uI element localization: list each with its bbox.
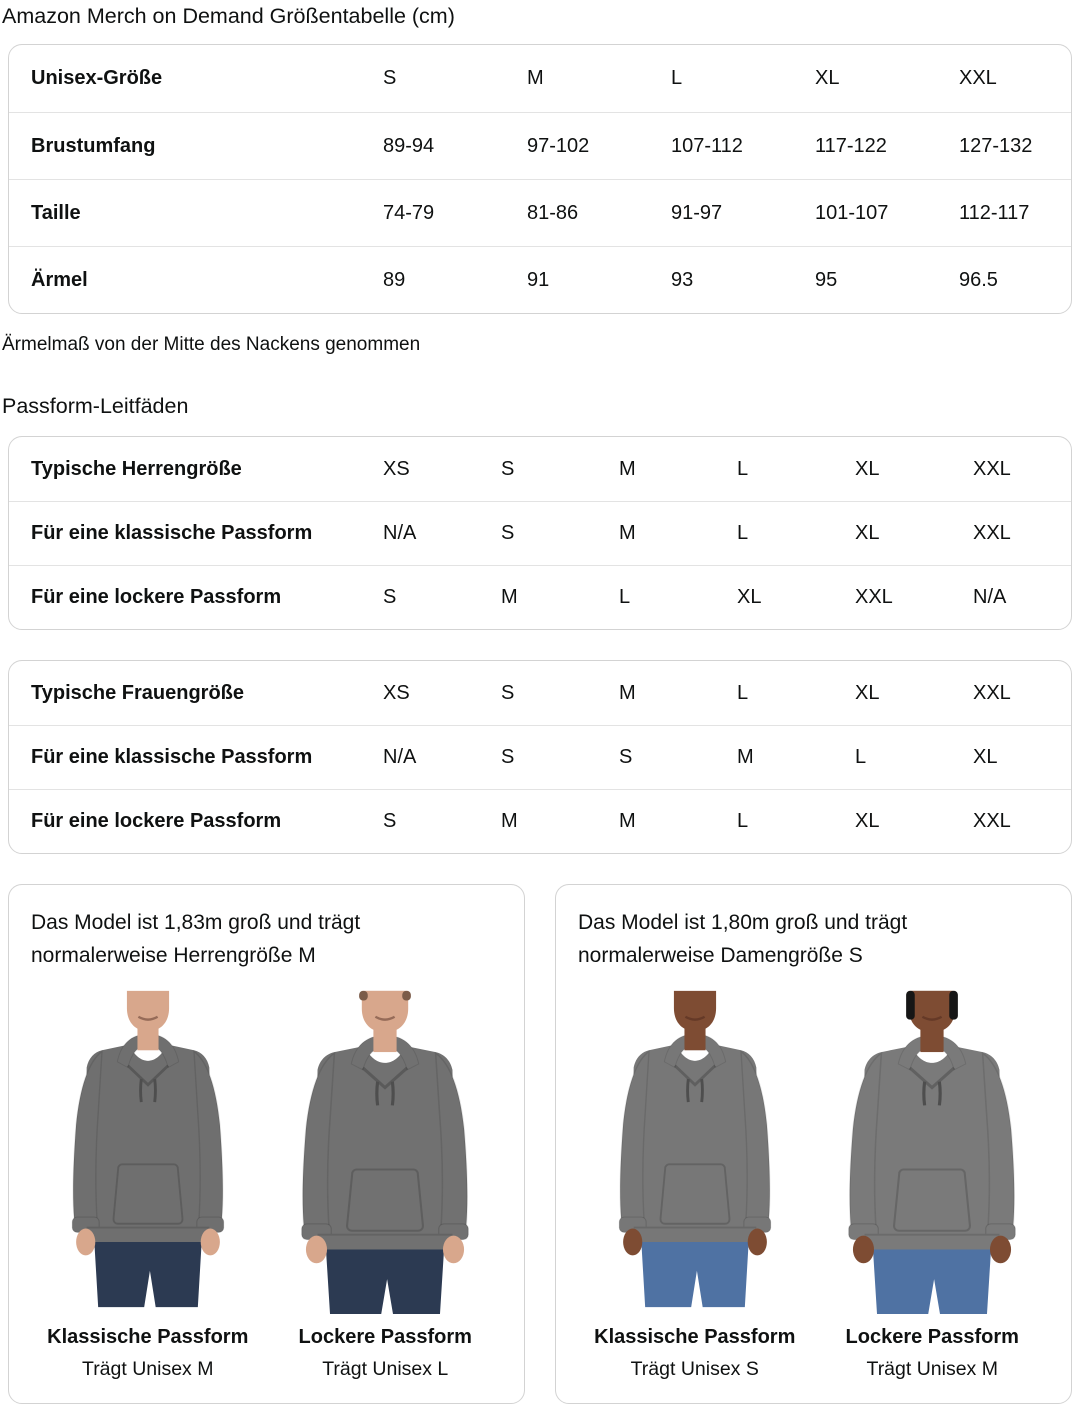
fit-table-label: Typische Frauengröße [31,681,245,704]
worn-size-label: Trägt Unisex M [866,1358,998,1381]
fit-label: Lockere Passform [298,1326,472,1349]
model-cards [8,884,1072,1404]
model-figures [576,984,1051,1381]
measure-value: 101-107 [815,201,889,224]
model-photo-classic-fit [580,984,810,1314]
fit-value: L [855,746,867,768]
row-label: Taille [31,201,81,224]
model-figure [267,984,505,1381]
model-figure [814,984,1052,1381]
fit-value: S [619,746,633,768]
measure-value: 91 [527,268,550,291]
fit-label: Lockere Passform [845,1326,1019,1349]
size-column-header: M [619,681,636,704]
measure-value: 91-97 [671,201,723,224]
model-figure [576,984,814,1381]
womens-fit-table [8,660,1072,854]
table-row [9,112,1071,179]
measure-value: 95 [815,268,838,291]
unisex-size-table [8,44,1072,314]
size-column-header: M [527,67,544,89]
worn-size-label: Trägt Unisex S [630,1358,759,1381]
fit-value: XL [737,586,762,608]
measure-value: 93 [671,268,694,291]
size-table-label: Unisex-Größe [31,67,163,89]
size-column-header: S [501,681,515,704]
measure-value: 89 [383,268,406,291]
measure-value: 96.5 [959,268,998,291]
model-description: Das Model ist 1,83m groß und trägt normalerweise Herrengröße M [31,911,361,967]
table-row [9,725,1071,789]
fit-label: Klassische Passform [594,1326,796,1349]
row-label: Brustumfang [31,134,156,157]
measure-value: 112-117 [959,201,1030,224]
fit-value: XL [855,810,880,832]
measure-value: 117-122 [815,134,887,157]
fit-label: Klassische Passform [47,1326,249,1349]
size-column-header: XS [383,681,410,704]
fit-value: N/A [383,522,417,544]
size-column-header: XXL [973,457,1011,480]
fit-value: L [619,586,631,608]
fit-value: M [501,586,518,608]
table-row [9,179,1071,246]
model-description: Das Model ist 1,80m groß und trägt normalerweise Damengröße S [578,911,908,967]
fit-value: M [619,810,636,832]
fit-value: XXL [973,810,1011,832]
worn-size-label: Trägt Unisex L [322,1358,449,1381]
fit-value: L [737,810,749,832]
fit-value: M [619,522,636,544]
womens-model-card [555,884,1072,1404]
row-label: Für eine lockere Passform [31,586,282,608]
row-label: Für eine lockere Passform [31,810,282,832]
mens-fit-table [8,436,1072,630]
model-photo-classic-fit [33,984,263,1314]
size-column-header: XXL [973,681,1011,704]
row-label: Für eine klassische Passform [31,746,313,768]
fit-value: N/A [973,586,1007,608]
table-row [9,565,1071,629]
measure-value: 127-132 [959,134,1033,157]
size-column-header: S [383,67,397,89]
fit-value: M [737,746,754,768]
size-column-header: L [671,67,683,89]
size-column-header: M [619,457,636,480]
sleeve-measure-note: Ärmelmaß von der Mitte des Nackens genommen [2,334,421,355]
row-label: Für eine klassische Passform [31,522,313,544]
page-title: Amazon Merch on Demand Größentabelle (cm) [2,4,455,28]
table-row [9,246,1071,313]
size-column-header: L [737,681,749,704]
model-figure [29,984,267,1381]
mens-model-card [8,884,525,1404]
fit-value: M [501,810,518,832]
worn-size-label: Trägt Unisex M [82,1358,214,1381]
fit-value: L [737,522,749,544]
fit-table-label: Typische Herrengröße [31,457,242,480]
table-header-row [9,437,1071,501]
fit-value: S [501,522,515,544]
table-header-row [9,45,1071,112]
model-figures [29,984,504,1381]
fit-value: XL [973,746,998,768]
measure-value: 89-94 [383,134,435,157]
fit-value: N/A [383,746,417,768]
measure-value: 107-112 [671,134,743,157]
measure-value: 74-79 [383,201,435,224]
table-row [9,501,1071,565]
fit-value: XXL [855,586,893,608]
size-column-header: XL [855,681,880,704]
row-label: Ärmel [31,268,88,291]
fit-value: XL [855,522,880,544]
size-column-header: L [737,457,749,480]
size-column-header: XL [815,67,840,89]
fit-value: S [501,746,515,768]
table-row [9,789,1071,853]
model-photo-loose-fit [817,984,1047,1314]
size-column-header: XS [383,457,410,480]
fit-value: S [383,586,397,608]
size-column-header: S [501,457,515,480]
measure-value: 81-86 [527,201,579,224]
size-column-header: XXL [959,67,997,89]
table-header-row [9,661,1071,725]
fit-guides-heading: Passform-Leitfäden [2,394,189,418]
fit-value: XXL [973,522,1011,544]
fit-value: S [383,810,397,832]
measure-value: 97-102 [527,134,590,157]
model-photo-loose-fit [270,984,500,1314]
size-column-header: XL [855,457,880,480]
